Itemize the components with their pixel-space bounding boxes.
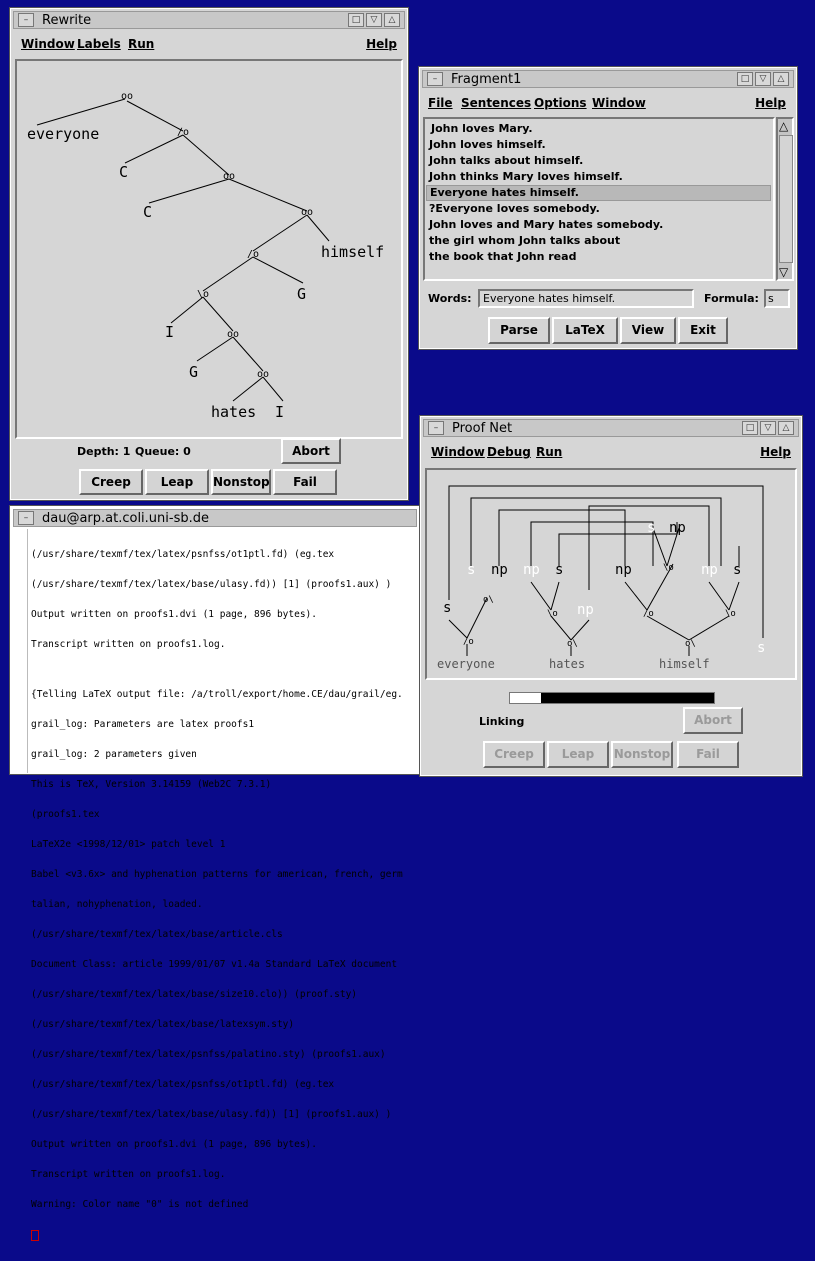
terminal-line: (/usr/share/texmf/tex/latex/psnfss/ot1ptl.fd) (eg.tex (31, 549, 335, 560)
fail-button[interactable]: Fail (677, 741, 739, 768)
word-everyone: everyone (437, 657, 495, 671)
status-text: Linking (479, 715, 525, 728)
menu-help[interactable]: Help (755, 96, 786, 110)
tree-node: oo (227, 329, 240, 340)
link-node: o\ (685, 639, 696, 649)
words-field[interactable] (478, 289, 694, 308)
minimize-icon[interactable]: □ (742, 421, 758, 435)
window-title: Rewrite (42, 13, 92, 28)
terminal-line: Output written on proofs1.dvi (1 page, 896 bytes). (31, 1139, 317, 1150)
menu-sentences[interactable]: Sentences (461, 96, 532, 110)
terminal-window (10, 506, 420, 1210)
menu-options[interactable]: Options (534, 96, 587, 110)
scroll-down-arrow-icon[interactable]: ▽ (779, 265, 789, 279)
tree-label-g: G (297, 285, 307, 303)
list-item[interactable]: John talks about himself. (429, 154, 584, 167)
link-node: o\ (567, 639, 578, 649)
terminal-line: Output written on proofs1.dvi (1 page, 896 bytes). (31, 609, 317, 620)
creep-button[interactable]: Creep (79, 469, 143, 495)
leap-button[interactable]: Leap (145, 469, 209, 495)
minimize-icon[interactable]: □ (737, 72, 753, 86)
leap-button[interactable]: Leap (547, 741, 609, 768)
menu-help[interactable]: Help (760, 445, 791, 459)
menu-run[interactable]: Run (536, 445, 563, 459)
terminal-line: This is TeX, Version 3.14159 (Web2C 7.3.1) (31, 779, 272, 790)
formula-s: s (443, 600, 452, 616)
terminal-line: grail_log: Parameters are latex proofs1 (31, 719, 255, 730)
window-title: dau@arp.at.coli.uni-sb.de (42, 511, 209, 526)
depth-label: Depth: 1 (77, 445, 131, 458)
link-node: /o (463, 637, 474, 647)
formula-field[interactable] (764, 289, 790, 308)
menu-debug[interactable]: Debug (487, 445, 531, 459)
terminal-line: LaTeX2e <1998/12/01> patch level 1 (31, 839, 226, 850)
terminal-line: Document Class: article 1999/01/07 v1.4a Standard LaTeX document (31, 959, 398, 970)
exit-button[interactable]: Exit (678, 317, 728, 344)
link-node: /o (643, 609, 654, 619)
terminal-line: talian, nohyphenation, loaded. (31, 899, 203, 910)
parse-button[interactable]: Parse (488, 317, 550, 344)
terminal-line: Warning: Color name "0" is not defined (31, 1199, 249, 1210)
terminal-line: grail_log: 2 parameters given (31, 749, 197, 760)
menu-window[interactable]: Window (21, 37, 75, 51)
proofnet-titlebar[interactable] (423, 419, 799, 437)
terminal-line: {Telling LaTeX output file: /a/troll/export/home.CE/dau/grail/eg. (31, 689, 403, 700)
word-hates: hates (549, 657, 586, 671)
formula-np: np (615, 562, 632, 578)
window-title: Fragment1 (451, 72, 522, 87)
list-item[interactable]: John loves Mary. (431, 122, 533, 135)
tree-label-g: G (189, 363, 199, 381)
scroll-up-arrow-icon[interactable]: △ (779, 119, 789, 133)
tree-label-hates: hates (211, 403, 257, 421)
link-node: \o (725, 609, 736, 619)
tree-node: oo (223, 171, 236, 182)
tree-node: oo (301, 207, 314, 218)
rewrite-menubar (15, 35, 403, 55)
terminal-line: Babel <v3.6x> and hyphenation patterns for american, french, germ (31, 869, 403, 880)
maximize-icon[interactable]: ▽ (755, 72, 771, 86)
terminal-line: (/usr/share/texmf/tex/latex/base/ulasy.fd)) [1] (proofs1.aux) ) (31, 579, 392, 590)
formula-s: s (467, 562, 476, 578)
fail-button[interactable]: Fail (273, 469, 337, 495)
latex-button[interactable]: LaTeX (552, 317, 618, 344)
tree-label-himself: himself (321, 243, 385, 261)
fragment-titlebar[interactable] (422, 70, 794, 88)
list-item[interactable]: John loves and Mary hates somebody. (429, 218, 664, 231)
terminal-line: (proofs1.tex (31, 809, 100, 820)
tree-label-c: C (143, 203, 153, 221)
tree-node: ∕o (177, 127, 190, 138)
menu-window[interactable]: Window (592, 96, 646, 110)
nonstop-button[interactable]: Nonstop (211, 469, 271, 495)
link-node: \o (547, 609, 558, 619)
rewrite-canvas (15, 59, 403, 439)
tree-label-everyone: everyone (27, 125, 100, 143)
tree-node: oo (121, 91, 134, 102)
window-menu-icon[interactable]: – (18, 13, 34, 27)
proofnet-canvas (425, 468, 797, 680)
proof-net-graph (427, 470, 795, 678)
tree-label-c: C (119, 163, 129, 181)
words-label: Words: (428, 292, 472, 305)
formula-np: np (523, 562, 540, 578)
abort-button[interactable]: Abort (683, 707, 743, 734)
fragment-window (419, 67, 797, 349)
menu-run[interactable]: Run (128, 37, 155, 51)
fragment-menubar (424, 94, 792, 114)
proofnet-window (420, 416, 802, 776)
window-menu-icon[interactable]: – (18, 511, 34, 525)
minimize-icon[interactable]: □ (348, 13, 364, 27)
raise-icon[interactable]: △ (773, 72, 789, 86)
queue-label: Queue: 0 (135, 445, 191, 458)
formula-label: Formula: (704, 292, 759, 305)
formula-s: s (555, 562, 564, 578)
formula-field-value: s (768, 292, 774, 305)
proofnet-menubar (425, 443, 797, 463)
list-item[interactable]: John thinks Mary loves himself. (429, 170, 623, 183)
terminal-cursor (31, 1230, 39, 1241)
formula-np: np (491, 562, 508, 578)
terminal-line: (/usr/share/texmf/tex/latex/psnfss/ot1ptl.fd) (eg.tex (31, 1079, 335, 1090)
rewrite-titlebar[interactable] (13, 11, 405, 29)
window-menu-icon[interactable]: – (428, 421, 444, 435)
menu-file[interactable]: File (428, 96, 453, 110)
raise-icon[interactable]: △ (384, 13, 400, 27)
list-scrollbar[interactable] (776, 117, 794, 281)
tree-label-i: I (275, 403, 285, 421)
terminal-scrollbar[interactable] (13, 529, 28, 773)
list-item[interactable]: the girl whom John talks about (429, 234, 621, 247)
window-menu-icon[interactable]: – (427, 72, 443, 86)
menu-labels[interactable]: Labels (77, 37, 121, 51)
view-button[interactable]: View (620, 317, 676, 344)
tree-label-i: I (165, 323, 175, 341)
menu-window[interactable]: Window (431, 445, 485, 459)
formula-np: np (577, 602, 594, 618)
nonstop-button[interactable]: Nonstop (611, 741, 673, 768)
word-himself: himself (659, 657, 710, 671)
formula-np: np (669, 520, 686, 536)
terminal-line: (/usr/share/texmf/tex/latex/base/ulasy.fd)) [1] (proofs1.aux) ) (31, 1109, 392, 1120)
raise-icon[interactable]: △ (778, 421, 794, 435)
terminal-line: (/usr/share/texmf/tex/latex/base/size10.clo)) (proof.sty) (31, 989, 358, 1000)
list-item-selected[interactable]: Everyone hates himself. (426, 185, 771, 201)
maximize-icon[interactable]: ▽ (760, 421, 776, 435)
progress-fill (541, 693, 714, 703)
formula-s: s (647, 520, 656, 536)
derivation-tree (17, 61, 401, 437)
words-field-value: Everyone hates himself. (483, 292, 616, 305)
tree-node: oo (257, 369, 270, 380)
formula-np: np (701, 562, 718, 578)
linking-progress-bar (509, 692, 715, 704)
terminal-titlebar[interactable] (13, 509, 417, 527)
tree-node: /o (247, 249, 260, 260)
terminal-line: Transcript written on proofs1.log. (31, 1169, 226, 1180)
menu-help[interactable]: Help (366, 37, 397, 51)
terminal-line: (/usr/share/texmf/tex/latex/psnfss/palatino.sty) (proofs1.aux) (31, 1049, 386, 1060)
list-item[interactable]: John loves himself. (429, 138, 546, 151)
abort-button[interactable]: Abort (281, 438, 341, 464)
rewrite-window (10, 8, 408, 500)
terminal-line: (/usr/share/texmf/tex/latex/base/latexsym.sty) (31, 1019, 295, 1030)
tree-node: \o (197, 289, 210, 300)
terminal-line: (/usr/share/texmf/tex/latex/base/article.cls (31, 929, 283, 940)
formula-s: s (757, 640, 766, 656)
maximize-icon[interactable]: ▽ (366, 13, 382, 27)
list-item[interactable]: ?Everyone loves somebody. (429, 202, 600, 215)
window-title: Proof Net (452, 421, 513, 436)
list-item[interactable]: the book that John read (429, 250, 577, 263)
terminal-output[interactable] (13, 529, 419, 1210)
sentence-list[interactable] (423, 117, 775, 281)
terminal-line: Transcript written on proofs1.log. (31, 639, 226, 650)
creep-button[interactable]: Creep (483, 741, 545, 768)
link-node: \o (663, 563, 674, 573)
formula-s: s (733, 562, 742, 578)
link-node: o\ (483, 595, 494, 605)
scroll-thumb[interactable] (779, 135, 793, 263)
